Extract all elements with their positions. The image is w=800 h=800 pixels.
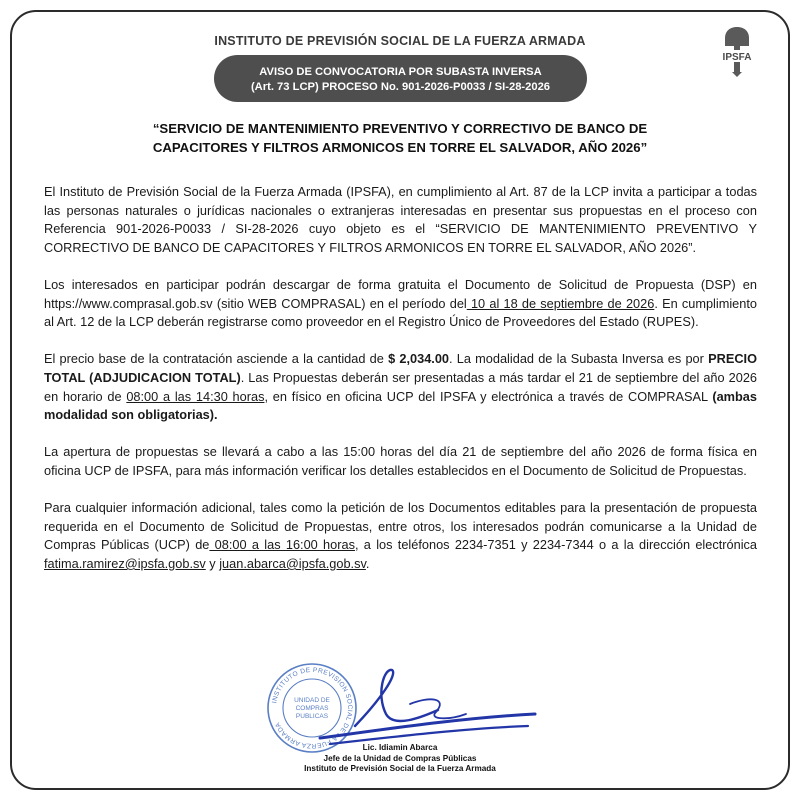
signer-organization: Instituto de Previsión Social de la Fuerza Armada xyxy=(304,764,496,774)
banner-line-2: (Art. 73 LCP) PROCESO No. 901-2026-P0033 / SI-28-2026 xyxy=(250,80,551,93)
email-link-fatima[interactable]: fatima.ramirez@ipsfa.gob.sv xyxy=(44,555,206,571)
paragraph-download: Los interesados en participar podrán descargar de forma gratuita el Documento de Solicitud de Propuesta (DSP) en https://www.comprasal.gob.sv (sitio WEB COMPRASAL) en el período del 10 al 18 de septiembre de 2026. En cumplimiento al Art. 12 de la LCP deberán registrarse como proveedor en el Registro Único de Proveedores del Estado (RUPES). xyxy=(44,276,757,330)
paragraph-opening: La apertura de propuestas se llevará a cabo a las 15:00 horas del día 21 de septiembre del año 2026 de forma física en oficina UCP de IPSFA, para más información verificar los detalles establecidos en el Documento de Solicitud de Propuestas. xyxy=(44,444,757,478)
signature-block xyxy=(250,743,550,775)
base-price: $ 2,034.00 xyxy=(388,351,450,367)
svg-text:PUBLICAS: PUBLICAS xyxy=(295,713,329,720)
paragraph-contact: Para cualquier información adicional, tales como la petición de los Documentos editables para la presentación de propuesta requerida en el Documento de Solicitud de Propuestas, entre otros, los interesados podrán comunicarse a la Unidad de Compras Públicas (UCP) de 08:00 a las 16:00 horas, a los teléfonos 2234-7351 y 2234-7344 o a la dirección electrónica fatima.ramirez@ipsfa.gob.sv y juan.abarca@ipsfa.gob.sv. xyxy=(44,500,757,571)
svg-text:IPSFA: IPSFA xyxy=(722,52,752,63)
paragraph-price: El precio base de la contratación asciende a la cantidad de $ 2,034.00. La modalidad de la Subasta Inversa es por PRECIO TOTAL (ADJUDICACION TOTAL). Las Propuestas deberán ser presentadas a más tardar el 21 de septiembre del año 2026 en horario de 08:00 a las 14:30 horas, en físico en oficina UCP del IPSFA y electrónica a través de COMPRASAL (ambas modalidad son obligatorias). xyxy=(44,351,757,423)
document-body xyxy=(44,183,757,592)
contact-hours: 08:00 a las 16:00 horas xyxy=(209,537,355,553)
signer-name: Lic. Idiamin Abarca xyxy=(362,743,438,752)
document-title xyxy=(100,119,700,157)
institution-name: INSTITUTO DE PREVISIÓN SOCIAL DE LA FUERZA ARMADA xyxy=(214,34,586,48)
title-line-1: “SERVICIO DE MANTENIMIENTO PREVENTIVO Y CORRECTIVO DE BANCO DE xyxy=(152,121,648,136)
email-link-juan[interactable]: juan.abarca@ipsfa.gob.sv xyxy=(219,555,366,571)
svg-text:COMPRAS: COMPRAS xyxy=(295,705,329,712)
paragraph-invitation: El Instituto de Previsión Social de la Fuerza Armada (IPSFA), en cumplimiento al Art. 87 de la LCP invita a participar a todas las personas naturales o jurídicas nacionales o extranjeras interesadas en presentar sus propuestas en el proceso con Referencia 901-2026-P0033 / SI-28-2026 cuyo objeto es el “SERVICIO DE MANTENIMIENTO PREVENTIVO Y CORRECTIVO DE BANCO DE CAPACITORES Y FILTROS ARMONICOS EN TORRE EL SALVADOR, AÑO 2026”. xyxy=(44,184,757,255)
banner-line-1: AVISO DE CONVOCATORIA POR SUBASTA INVERSA xyxy=(259,66,542,78)
award-mode: PRECIO TOTAL (ADJUDICACION TOTAL) xyxy=(44,351,757,385)
ipsfa-logo-icon xyxy=(712,24,762,78)
submission-hours: 08:00 a las 14:30 horas xyxy=(126,388,265,404)
download-period: 10 al 18 de septiembre de 2026 xyxy=(466,295,655,311)
signer-role: Jefe de la Unidad de Compras Públicas xyxy=(323,753,477,763)
svg-text:INSTITUTO DE PREVISION SOCIAL: INSTITUTO DE PREVISION SOCIAL DE LA FUERZA ARMADA xyxy=(271,666,354,750)
mandatory-note: (ambas modalidad son obligatorias). xyxy=(44,388,757,423)
svg-text:UNIDAD DE: UNIDAD DE xyxy=(294,697,330,704)
official-stamp xyxy=(268,664,356,752)
announcement-banner xyxy=(214,55,587,102)
title-line-2: CAPACITORES Y FILTROS ARMONICOS EN TORRE EL SALVADOR, AÑO 2026” xyxy=(152,140,648,155)
